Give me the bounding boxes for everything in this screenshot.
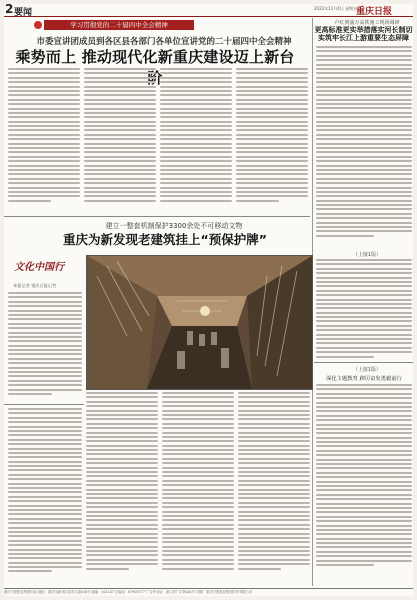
footer: 重庆日报报业集团出品 地址：重庆市渝北区同茂大道416号 邮编：401147 总编室：67903777 广告许可证：渝工商广字第001号 印刷：重庆日报报业集团印务有限公司 bbox=[4, 588, 413, 596]
lead-body-col-4 bbox=[236, 68, 308, 204]
lead-body-col-2 bbox=[84, 68, 156, 204]
lead-body-col-3 bbox=[160, 68, 232, 204]
lead-subtitle: 市委宣讲团成员到各区县各部门各单位宣讲党的二十届四中全会精神 bbox=[36, 37, 292, 47]
left-lower-body bbox=[8, 408, 82, 575]
second-subtitle: 建立一整套机制保护3300余处不可移动文物 bbox=[105, 222, 243, 230]
byline: 本报记者 重庆日报记者 bbox=[13, 283, 57, 288]
tunnel-photo bbox=[86, 255, 313, 390]
second-body-col-4 bbox=[238, 392, 310, 572]
lead-kicker: 学习贯彻党的二十届四中全会精神 bbox=[44, 20, 194, 30]
right-body bbox=[316, 46, 412, 239]
right-headline: 更高标准更实举措落实河长制切实筑牢长江上游重要生态屏障 bbox=[314, 26, 413, 42]
page-number: 2 bbox=[5, 4, 14, 16]
newspaper-logo: 重庆日报 bbox=[356, 7, 393, 17]
newspaper-page bbox=[4, 4, 413, 596]
second-headline: 重庆为新发现老建筑挂上“预保护牌” bbox=[63, 232, 267, 247]
section-divider bbox=[4, 216, 310, 217]
date-line: 2022年11月4日 星期五 bbox=[314, 6, 358, 11]
right-lower-body bbox=[316, 384, 412, 568]
kicker-dot-icon bbox=[34, 21, 42, 29]
second-body-col-3 bbox=[162, 392, 234, 572]
column-logo: 文化中国行 bbox=[14, 262, 64, 273]
right-lower-headline: 深化主题教育 踔厉奋发勇毅前行 bbox=[326, 376, 402, 382]
continued-tag-1: （上接1版） bbox=[352, 252, 382, 258]
masthead bbox=[4, 4, 413, 17]
right-kicker: 卢红到渝万高铁施工现场调研 bbox=[334, 20, 400, 26]
lead-body-col-1 bbox=[8, 68, 80, 204]
lead-headline: 乘势而上 推动现代化新重庆建设迈上新台 bbox=[15, 48, 295, 66]
second-body-col-1 bbox=[8, 292, 82, 397]
second-body-col-2 bbox=[86, 392, 158, 572]
right-mid-body bbox=[316, 259, 412, 360]
right-divider bbox=[314, 362, 413, 363]
left-divider bbox=[4, 404, 84, 405]
continued-tag-2: （上接1版） bbox=[352, 367, 382, 373]
page-name: 要闻 bbox=[14, 8, 33, 18]
